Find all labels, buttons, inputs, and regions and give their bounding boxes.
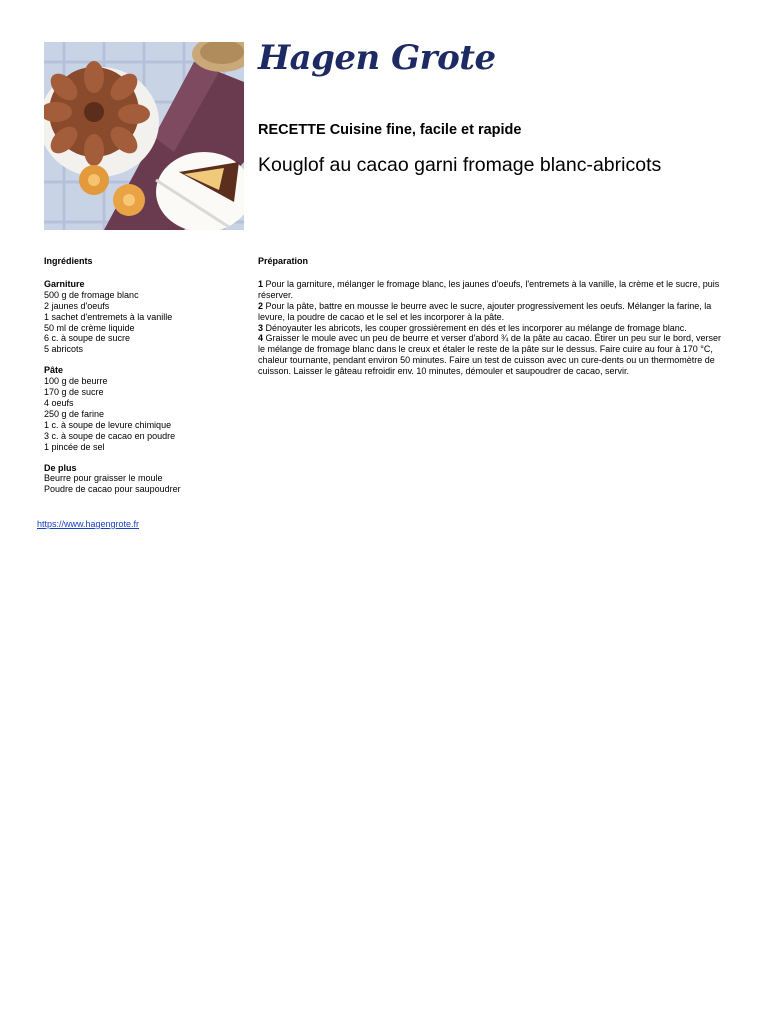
ingredient-item: 1 sachet d'entremets à la vanille — [44, 311, 173, 322]
ingredient-item: 6 c. à soupe de sucre — [44, 333, 131, 344]
ingredient-item: 5 abricots — [44, 344, 84, 355]
ingredient-item: Beurre pour graisser le moule — [44, 473, 163, 484]
step-text: Pour la garniture, mélanger le fromage blanc, les jaunes d'oeufs, l'entremets à la vanille, la crème et le sucre, puis réserver. — [258, 278, 720, 300]
step-text: Dénoyauter les abricots, les couper grossièrement en dés et les incorporer au mélange de fromage blanc. — [265, 322, 687, 333]
ingredient-item: 250 g de farine — [44, 408, 105, 419]
step-text: Pour la pâte, battre en mousse le beurre avec le sucre, ajouter progressivement les oeufs. Mélanger la farine, la levure, la poudre de cacao et le sel et les incorporer à la pâte. — [258, 300, 712, 322]
preparation-section — [258, 256, 722, 377]
brand-logo: Hagen Grote — [258, 38, 496, 78]
recipe-photo — [44, 42, 244, 230]
step-number: 3 — [258, 322, 264, 333]
group-heading: Garniture — [44, 278, 85, 289]
ingredient-item: 1 c. à soupe de levure chimique — [44, 419, 172, 430]
ingredient-group-de-plus — [44, 463, 244, 496]
step-text: Graisser le moule avec un peu de beurre et verser d'abord ¾ de la pâte au cacao. Étirer un peu sur le bord, verser le mélange de fromage blanc dans le creux et étaler le reste de la pâte sur le dessus. Faire cuire au four à 170 °C, chaleur tournante, pendant environ 50 minutes. Faire un test de cuisson avec un cure-dents ou un thermomètre de cuisson. Laisser le gâteau refroidir env. 10 minutes, démouler et saupoudrer de cacao, servir. — [258, 333, 722, 377]
ingredient-item: 170 g de sucre — [44, 387, 104, 398]
ingredient-item: 100 g de beurre — [44, 376, 108, 387]
ingredients-heading: Ingrédients — [44, 256, 93, 266]
ingredient-item: Poudre de cacao pour saupoudrer — [44, 484, 181, 495]
step-number: 2 — [258, 300, 264, 311]
ingredient-item: 2 jaunes d'oeufs — [44, 300, 110, 311]
preparation-step — [258, 323, 722, 334]
step-number: 4 — [258, 333, 264, 344]
step-number: 1 — [258, 278, 264, 289]
ingredient-item: 1 pincée de sel — [44, 441, 105, 452]
ingredient-item: 4 oeufs — [44, 397, 74, 408]
ingredient-item: 500 g de fromage blanc — [44, 289, 139, 300]
preparation-heading: Préparation — [258, 256, 309, 266]
ingredient-group-garniture — [44, 279, 244, 355]
preparation-step — [258, 301, 722, 323]
recipe-title: Kouglof au cacao garni fromage blanc-abricots — [258, 154, 662, 176]
preparation-step — [258, 279, 722, 301]
ingredient-group-pate — [44, 365, 244, 452]
recipe-subtitle: RECETTE Cuisine fine, facile et rapide — [258, 122, 522, 138]
ingredient-item: 50 ml de crème liquide — [44, 322, 135, 333]
website-link[interactable]: https://www.hagengrote.fr — [37, 519, 140, 529]
ingredients-section — [44, 256, 244, 505]
group-heading: Pâte — [44, 365, 64, 376]
kouglof-image — [44, 42, 244, 230]
ingredient-item: 3 c. à soupe de cacao en poudre — [44, 430, 176, 441]
group-heading: De plus — [44, 462, 77, 473]
preparation-step — [258, 333, 722, 377]
